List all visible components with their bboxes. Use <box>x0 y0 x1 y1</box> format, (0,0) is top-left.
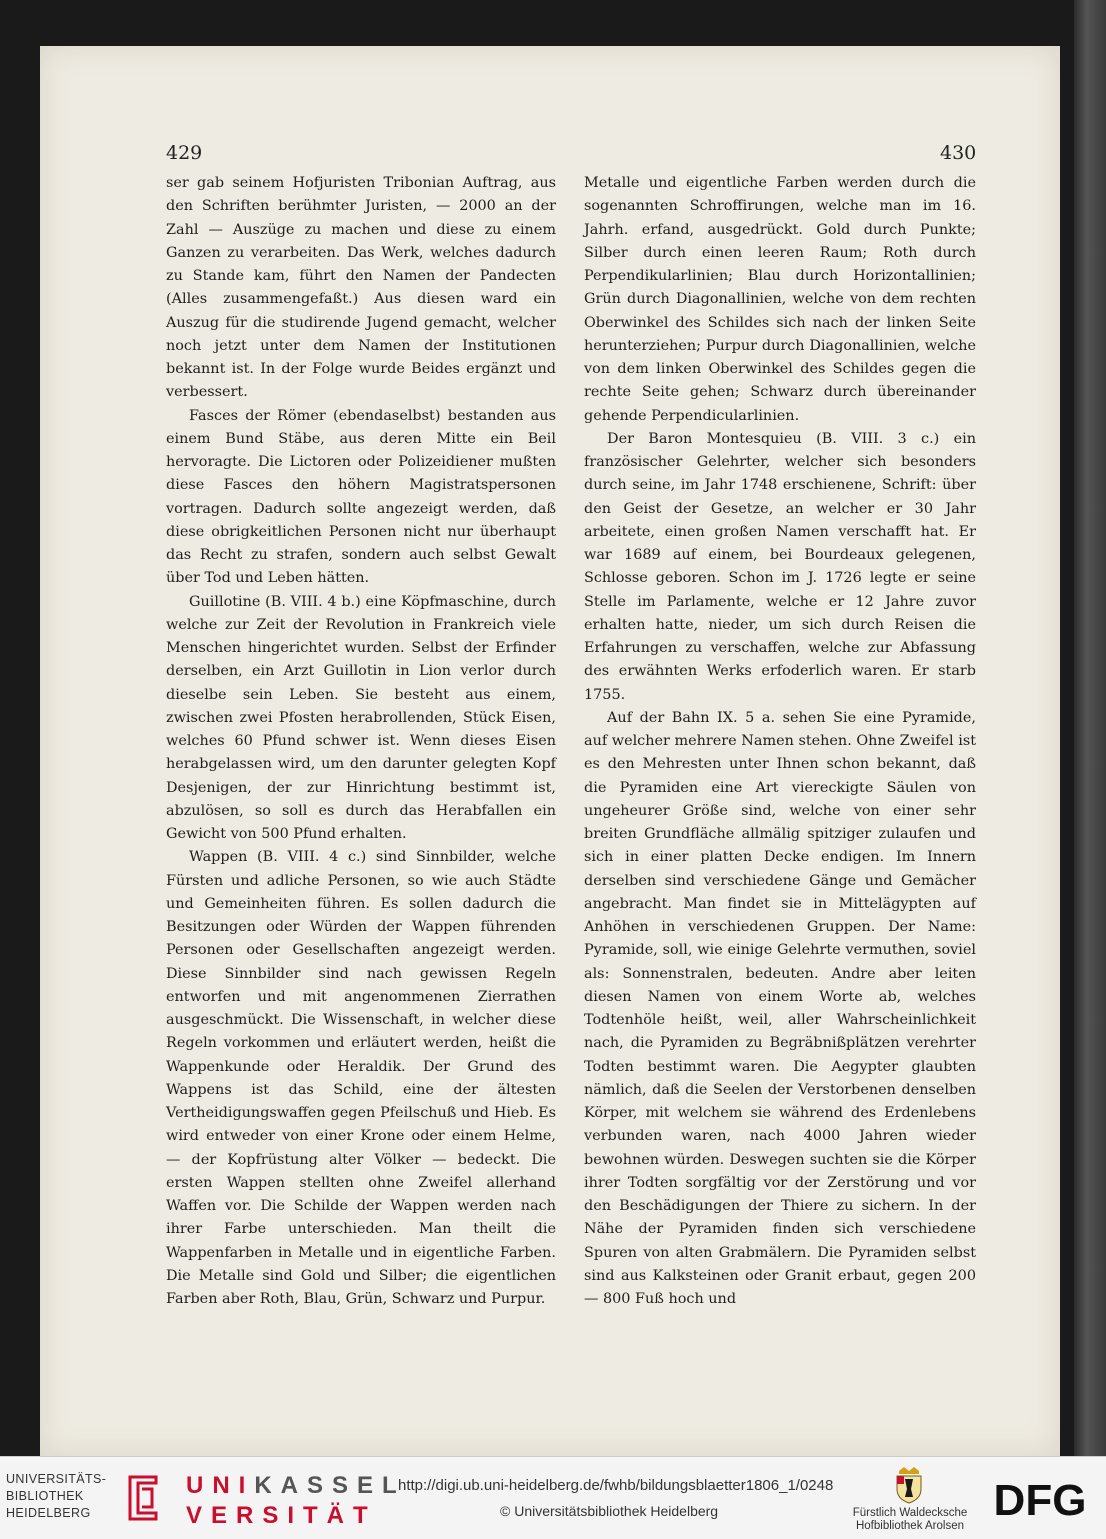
copyright-notice: © Universitätsbibliothek Heidelberg <box>500 1503 719 1519</box>
ub-line: BIBLIOTHEK <box>6 1489 84 1503</box>
ub-logo-icon <box>122 1473 164 1523</box>
dfg-logo[interactable] <box>984 1473 1096 1523</box>
ub-line: HEIDELBERG <box>6 1506 91 1520</box>
paragraph: Guillotine (B. VIII. 4 b.) eine Köpfmaschine, durch welche zur Zeit der Revolution in Frankreich viele Menschen hingerichtet wurden. Selbst der Erfinder derselben, ein Arzt Guillotin in Lion verlor durch dieselbe sein Leben. Sie besteht aus einem, zwischen zwei Pfosten herabrollenden, Stück Eisen, welches 60 Pfund schwer ist. Wenn dieses Eisen herabgelassen wird, um den darunter gelegten Kopf Desjenigen, der zur Hinrichtung bestimmt ist, abzulösen, so soll es durch das Herabfallen ein Gewicht von 500 Pfund erhalten. <box>166 593 556 842</box>
paragraph: Wappen (B. VIII. 4 c.) sind Sinnbilder, welche Fürsten und adliche Personen, so wie auch Städte und Gemeinheiten führen. Es sollen dadurch die Besitzungen oder Würden der Wappen führenden Personen oder Gesellschaften angezeigt werden. Diese Sinnbilder sind nach gewissen Regeln entworfen und mit angenommenen Zierrathen ausgeschmückt. Die Wissenschaft, in welcher diese Regeln vorkommen und erläutert werden, heißt die Wappenkunde oder Heraldik. Der Grund des Wappens ist das Schild, eine der ältesten Vertheidigungswaffen gegen Pfeilschuß und Hieb. Es wird entweder von einer Krone oder einem Helme, — der Kopfrüstung alter Völker — bedeckt. Die ersten Wappen stellten ohne Zweifel allerhand Waffen vor. Die Schilde der Wappen werden nach ihrer Farbe unterschieden. Man theilt die Wappenfarben in Metalle und in eigentliche Farben. Die Metalle sind Gold und Silber; die eigentlichen Farben aber Roth, Blau, Grün, Schwarz und Purpur. <box>166 849 556 1307</box>
uk-line2: VERSITÄT <box>186 1502 377 1529</box>
uk-red-part: UNI <box>186 1472 255 1499</box>
uk-dark-part: KASSEL <box>254 1472 406 1499</box>
fw-line: Fürstlich Waldecksche <box>852 1507 968 1519</box>
footer-bar <box>0 1456 1106 1539</box>
uni-kassel-wordmark[interactable] <box>186 1471 406 1531</box>
book-edge <box>1074 0 1106 1456</box>
text-column-left <box>166 172 556 1311</box>
text-column-right <box>584 172 976 1311</box>
page-number-left: 429 <box>166 142 203 164</box>
permalink[interactable]: http://digi.ub.uni-heidelberg.de/fwhb/bildungsblaetter1806_1/0248 <box>398 1477 834 1494</box>
fw-line: Hofbibliothek Arolsen <box>855 1520 965 1532</box>
paragraph: ser gab seinem Hofjuristen Tribonian Auftrag, aus den Schriften berühmter Juristen, — 2000 an der Zahl — Auszüge zu machen und diese zu einem Ganzen zu verarbeiten. Das Werk, welches dadurch zu Stande kam, führt den Namen der Pandecten (Alles zusammengefaßt.) Aus diesen ward ein Auszug für die studirende Jugend gemacht, welcher noch jetzt unter dem Namen der Institutionen bekannt ist. In der Folge wurde Beides ergänzt und verbessert. <box>166 175 556 401</box>
page-number-right: 430 <box>940 142 977 164</box>
ub-heidelberg-wordmark[interactable] <box>6 1471 106 1522</box>
paragraph: Metalle und eigentliche Farben werden durch die sogenannten Schroffirungen, welche man im 16. Jahrh. erfand, ausgedrückt. Gold durch Punkte; Silber durch einen leeren Raum; Roth durch Perpendikularlinien; Blau durch Horizontallinien; Grün durch Diagonallinien, welche von dem rechten Oberwinkel des Schildes sich nach der linken Seite herunterziehen; Purpur durch Diagonallinien, welche von dem linken Oberwinkel des Schildes gegen die rechte Seite gehen; Schwarz durch übereinander gehende Perpendicularlinien. <box>584 175 976 424</box>
waldeck-library-wordmark[interactable] <box>850 1507 970 1533</box>
paragraph: Auf der Bahn IX. 5 a. sehen Sie eine Pyramide, auf welcher mehrere Namen stehen. Ohne Zweifel ist es den Mehresten unter Ihnen schon bekannt, daß die Pyramiden eine Art viereckigte Säulen von ungeheurer Größe sind, welche von einer sehr breiten Grundfläche allmälig spitziger zulaufen und sich in einer platten Decke endigen. Im Innern derselben sind verschiedene Gänge und Gemächer angebracht. Man findet sie in Mittelägypten auf Anhöhen in verschiedenen Gruppen. Der Name: Pyramide, soll, wie einige Gelehrte vermuthen, soviel als: Sonnenstralen, bedeuten. Andre aber leiten diesen Namen von einem Worte ab, welches Todtenhöle heißt, weil, aller Wahrscheinlichkeit nach, die Pyramiden zu Begräbnißplätzen verehrter Todten bestimmt waren. Die Aegypter glaubten nämlich, daß die Seelen der Verstorbenen denselben Körper, mit welchem sie während des Erdenlebens verbunden waren, nach 4000 Jahren wieder bewohnen würden. Deswegen suchten sie die Körper ihrer Todten sorgfältig vor der Zerstörung und vor den Beschädigungen der Thiere zu sichern. In der Nähe der Pyramiden finden sich verschiedene Spuren von alten Grabmälern. Die Pyramiden selbst sind aus Kalksteinen oder Granit erbaut, gegen 200 — 800 Fuß hoch und <box>584 709 976 1307</box>
paragraph: Fasces der Römer (ebendaselbst) bestanden aus einem Bund Stäbe, aus deren Mitte ein Beil hervoragte. Die Lictoren oder Polizeidiener mußten diese Fasces den höhern Magistratspersonen vortragen. Dadurch sollte angezeigt werden, daß diese obrigkeitlichen Personen nicht nur überhaupt das Recht zu strafen, sondern auch selbst Gewalt über Tod und Leben hätten. <box>166 407 556 587</box>
ub-line: UNIVERSITÄTS- <box>6 1472 107 1486</box>
dfg-text: DFG <box>993 1476 1087 1523</box>
paragraph: Der Baron Montesquieu (B. VIII. 3 c.) ein französischer Gelehrter, welcher sich besonders durch seine, im Jahr 1748 erschienene, Schrift: über den Geist der Gesetze, an welcher er 30 Jahr arbeitete, einen großen Namen verschafft hat. Er war 1689 auf einem, bei Bourdeaux gelegenen, Schlosse geboren. Schon im J. 1726 legte er seine Stelle im Parlamente, welche er 12 Jahre zuvor erhalten hatte, nieder, um sich durch Reisen die Erfahrungen zu verschaffen, welche zur Abfassung des erwähnten Werks erfoderlich waren. Er starb 1755. <box>584 430 976 703</box>
waldeck-crest-icon <box>892 1465 926 1505</box>
